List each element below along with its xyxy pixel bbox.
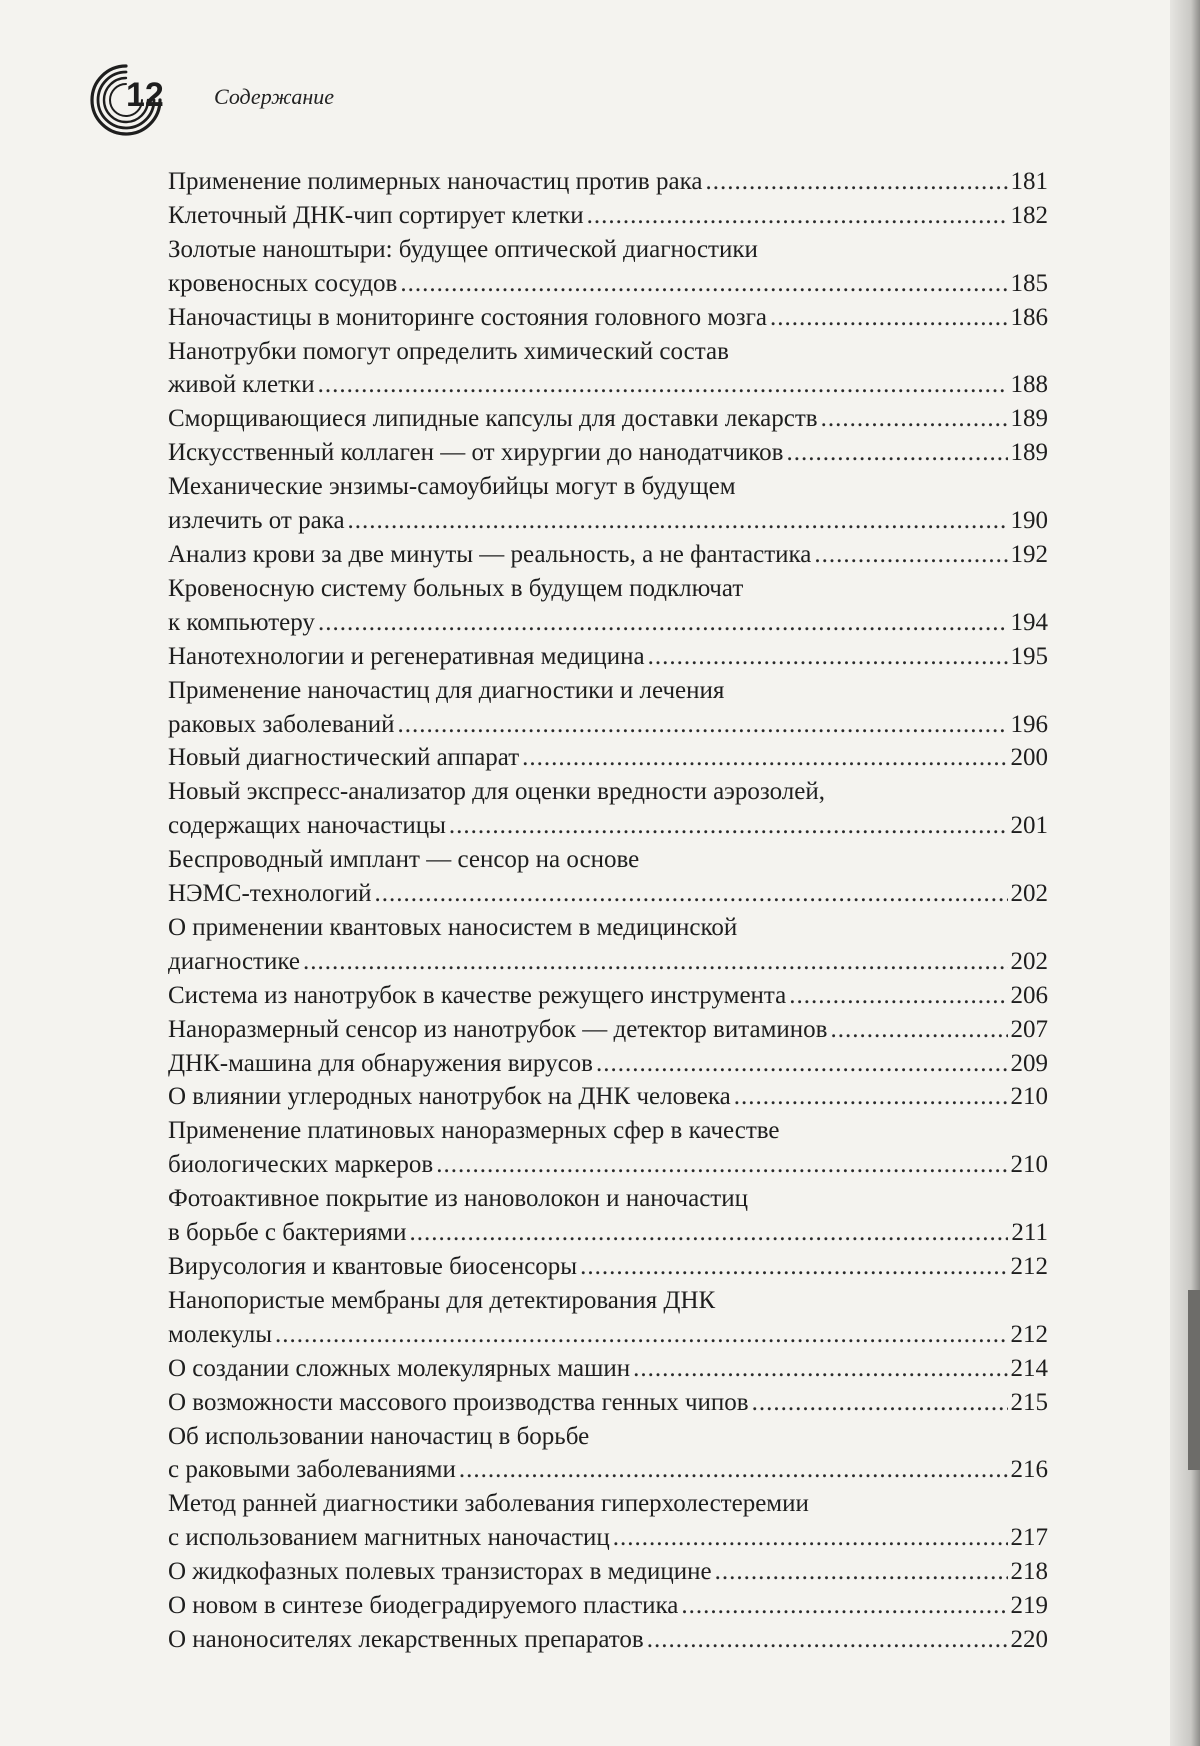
toc-entry-last-line (168, 1453, 1048, 1487)
toc-entry-title-line: диагностике (168, 947, 300, 975)
table-of-contents (168, 165, 1048, 1657)
toc-entry-last-line (168, 708, 1048, 742)
toc-entry-title-line: молекулы (168, 1320, 273, 1348)
toc-entry (168, 775, 1048, 843)
toc-entry-title-line: Об использовании наночастиц в борьбе (168, 1422, 590, 1450)
toc-entry-title-line: с раковыми заболеваниями (168, 1456, 456, 1484)
dot-leader (648, 640, 1008, 674)
dot-leader (715, 1555, 1008, 1589)
toc-entry (168, 741, 1048, 775)
toc-entry-last-line (168, 1080, 1048, 1114)
dot-leader (752, 1386, 1008, 1420)
toc-entry (168, 233, 1048, 301)
toc-entry-title-line: в борьбе с бактериями (168, 1219, 407, 1247)
toc-entry (168, 911, 1048, 979)
toc-entry-last-line (168, 1318, 1048, 1352)
toc-entry-title-line: Беспроводный имплант — сенсор на основе (168, 846, 640, 874)
toc-entry-title-line: О возможности массового производства генных чипов (168, 1388, 749, 1416)
toc-entry-title-line: к компьютеру (168, 608, 315, 636)
toc-entry-last-line (168, 979, 1048, 1013)
toc-entry-title-line: Сморщивающиеся липидные капсулы для доставки лекарств (168, 405, 818, 433)
toc-entry-title-line: Метод ранней диагностики заболевания гиперхолестеремии (168, 1490, 809, 1518)
dot-leader (814, 538, 1007, 572)
toc-entry-last-line (168, 1148, 1048, 1182)
toc-entry-page-number: 201 (1010, 812, 1048, 840)
toc-entry (168, 301, 1048, 335)
toc-entry-page-number: 195 (1010, 642, 1048, 670)
toc-entry-title-line: О влиянии углеродных нанотрубок на ДНК человека (168, 1083, 731, 1111)
toc-entry-last-line (168, 267, 1048, 301)
toc-entry (168, 165, 1048, 199)
toc-entry-page-number: 182 (1010, 201, 1048, 229)
dot-leader (647, 1623, 1008, 1657)
dot-leader (348, 504, 1008, 538)
dot-leader (459, 1453, 1008, 1487)
dot-leader (275, 1318, 1007, 1352)
toc-entry-last-line (168, 741, 1048, 775)
toc-entry-last-line (168, 640, 1048, 674)
dot-leader (587, 199, 1008, 233)
toc-entry-title-line: живой клетки (168, 371, 315, 399)
toc-entry-page-number: 192 (1010, 540, 1048, 568)
toc-entry-page-number: 210 (1010, 1151, 1048, 1179)
toc-entry-last-line (168, 877, 1048, 911)
toc-entry-title-line: содержащих наночастицы (168, 812, 446, 840)
toc-entry-page-number: 189 (1010, 439, 1048, 467)
dot-leader (596, 1047, 1008, 1081)
toc-entry-last-line (168, 1352, 1048, 1386)
toc-entry-last-line (168, 1013, 1048, 1047)
toc-entry-title-line: О новом в синтезе биодеградируемого пластика (168, 1592, 679, 1620)
toc-entry-page-number: 194 (1010, 608, 1048, 636)
toc-entry (168, 572, 1048, 640)
toc-entry (168, 199, 1048, 233)
toc-entry-page-number: 212 (1010, 1253, 1048, 1280)
toc-entry-title-line: раковых заболеваний (168, 710, 395, 738)
toc-entry (168, 1284, 1048, 1352)
toc-entry-title-line: Система из нанотрубок в качестве режущего инструмента (168, 981, 787, 1009)
toc-entry-last-line (168, 199, 1048, 233)
toc-entry-page-number: 200 (1010, 744, 1048, 772)
toc-entry-page-number: 186 (1010, 303, 1048, 331)
toc-entry (168, 1114, 1048, 1182)
toc-entry-last-line (168, 1250, 1048, 1284)
toc-entry-page-number: 209 (1010, 1049, 1048, 1077)
toc-entry-title-line: Искусственный коллаген — от хирургии до нанодатчиков (168, 439, 784, 467)
toc-entry-title-line: Применение наночастиц для диагностики и лечения (168, 676, 725, 704)
toc-entry-title-line: НЭМС-технологий (168, 880, 372, 908)
toc-entry (168, 402, 1048, 436)
toc-entry-title-line: ДНК-машина для обнаружения вирусов (168, 1049, 593, 1077)
toc-entry-title-line: биологических маркеров (168, 1151, 434, 1179)
toc-entry-title-line: Нанопористые мембраны для детектирования ДНК (168, 1286, 716, 1314)
toc-entry-title-line: Клеточный ДНК-чип сортирует клетки (168, 201, 584, 229)
dot-leader (397, 708, 1007, 742)
dot-leader (786, 436, 1007, 470)
toc-entry-page-number: 206 (1010, 981, 1048, 1009)
toc-entry-title-line: О применении квантовых наносистем в медицинской (168, 913, 738, 941)
toc-entry (168, 1250, 1048, 1284)
toc-entry (168, 470, 1048, 538)
toc-entry (168, 335, 1048, 403)
toc-entry (168, 1623, 1048, 1657)
toc-entry-page-number: 185 (1010, 269, 1048, 297)
dot-leader (410, 1216, 1009, 1250)
toc-entry-page-number: 217 (1010, 1524, 1048, 1552)
toc-entry-last-line (168, 1216, 1048, 1250)
toc-entry-last-line (168, 165, 1048, 199)
dot-leader (303, 945, 1008, 979)
toc-entry-page-number: 212 (1010, 1320, 1048, 1348)
dot-leader (705, 165, 1007, 199)
toc-entry (168, 1047, 1048, 1081)
toc-entry (168, 1420, 1048, 1488)
toc-entry-last-line (168, 1047, 1048, 1081)
toc-entry-title-line: излечить от рака (168, 507, 345, 535)
dot-leader (633, 1352, 1007, 1386)
toc-entry-title-line: Механические энзимы-самоубийцы могут в будущем (168, 473, 736, 501)
dot-leader (789, 979, 1007, 1013)
toc-entry-title-line: Кровеносную систему больных в будущем подключат (168, 574, 744, 602)
toc-entry-title-line: Нанотехнологии и регенеративная медицина (168, 642, 645, 670)
dot-leader (522, 741, 1007, 775)
toc-entry-title-line: О создании сложных молекулярных машин (168, 1354, 631, 1382)
toc-entry-title-line: О жидкофазных полевых транзисторах в медицине (168, 1558, 712, 1586)
toc-entry-page-number: 210 (1010, 1083, 1048, 1111)
dot-leader (770, 301, 1008, 335)
dot-leader (734, 1080, 1008, 1114)
toc-entry-last-line (168, 301, 1048, 335)
toc-entry (168, 1555, 1048, 1589)
toc-entry (168, 640, 1048, 674)
toc-entry-last-line (168, 538, 1048, 572)
toc-entry (168, 1182, 1048, 1250)
toc-entry-title-line: О наноносителях лекарственных препаратов (168, 1625, 644, 1653)
toc-entry (168, 674, 1048, 742)
toc-entry-last-line (168, 436, 1048, 470)
section-title: Содержание (214, 84, 335, 109)
dot-leader (830, 1013, 1007, 1047)
page-header (86, 60, 686, 140)
toc-entry-last-line (168, 945, 1048, 979)
toc-entry-title-line: Применение платиновых наноразмерных сфер в качестве (168, 1117, 780, 1145)
dot-leader (681, 1589, 1007, 1623)
toc-entry-page-number: 202 (1010, 947, 1048, 975)
dot-leader (318, 368, 1008, 402)
toc-entry-title-line: Анализ крови за две минуты — реальность, а не фантастика (168, 540, 812, 568)
toc-entry-title-line: Новый диагностический аппарат (168, 744, 520, 772)
toc-entry-page-number: 202 (1010, 880, 1048, 908)
dot-leader (400, 267, 1007, 301)
toc-entry-title-line: Вирусология и квантовые биосенсоры (168, 1253, 578, 1280)
dot-leader (449, 809, 1008, 843)
toc-entry-page-number: 220 (1010, 1625, 1048, 1653)
toc-entry-last-line (168, 1555, 1048, 1589)
page-edge-shadow (1170, 0, 1200, 1746)
dot-leader (580, 1250, 1007, 1284)
toc-entry-title-line: Фотоактивное покрытие из нановолокон и наночастиц (168, 1185, 748, 1213)
toc-entry-page-number: 181 (1010, 168, 1048, 195)
dot-leader (436, 1148, 1007, 1182)
dot-leader (821, 402, 1008, 436)
dot-leader (318, 606, 1008, 640)
toc-entry-page-number: 219 (1010, 1592, 1048, 1620)
page-number: 12 (126, 76, 164, 114)
toc-entry (168, 1386, 1048, 1420)
toc-entry (168, 1487, 1048, 1555)
toc-entry-page-number: 190 (1010, 507, 1048, 535)
toc-entry-last-line (168, 1386, 1048, 1420)
toc-entry (168, 538, 1048, 572)
toc-entry-title-line: Золотые наноштыри: будущее оптической диагностики (168, 235, 758, 263)
toc-entry-title-line: Нанотрубки помогут определить химический состав (168, 337, 729, 365)
dot-leader (375, 877, 1008, 911)
dot-leader (613, 1521, 1008, 1555)
toc-entry-page-number: 207 (1010, 1015, 1048, 1043)
toc-entry-last-line (168, 606, 1048, 640)
toc-entry-page-number: 215 (1010, 1388, 1048, 1416)
toc-entry-title-line: Новый экспресс-анализатор для оценки вредности аэрозолей, (168, 778, 826, 806)
toc-entry-page-number: 189 (1010, 405, 1048, 433)
toc-entry (168, 979, 1048, 1013)
toc-entry-page-number: 211 (1011, 1219, 1048, 1247)
toc-entry-page-number: 214 (1010, 1354, 1048, 1382)
toc-entry-page-number: 188 (1010, 371, 1048, 399)
toc-entry-last-line (168, 1589, 1048, 1623)
toc-entry (168, 1352, 1048, 1386)
toc-entry (168, 1080, 1048, 1114)
toc-entry-last-line (168, 402, 1048, 436)
toc-entry-last-line (168, 1623, 1048, 1657)
toc-entry-page-number: 216 (1010, 1456, 1048, 1484)
toc-entry-last-line (168, 809, 1048, 843)
toc-entry-title-line: с использованием магнитных наночастиц (168, 1524, 610, 1552)
toc-entry (168, 843, 1048, 911)
toc-entry (168, 1013, 1048, 1047)
toc-entry-title-line: кровеносных сосудов (168, 269, 398, 297)
toc-entry-last-line (168, 504, 1048, 538)
toc-entry-last-line (168, 368, 1048, 402)
toc-entry (168, 1589, 1048, 1623)
toc-entry-title-line: Наночастицы в мониторинге состояния головного мозга (168, 303, 767, 331)
toc-entry-last-line (168, 1521, 1048, 1555)
toc-entry (168, 436, 1048, 470)
toc-entry-title-line: Применение полимерных наночастиц против рака (168, 168, 703, 195)
toc-entry-title-line: Наноразмерный сенсор из нанотрубок — детектор витаминов (168, 1015, 828, 1043)
toc-entry-page-number: 196 (1010, 710, 1048, 738)
toc-entry-page-number: 218 (1010, 1558, 1048, 1586)
page-edge-tab (1188, 1290, 1200, 1470)
